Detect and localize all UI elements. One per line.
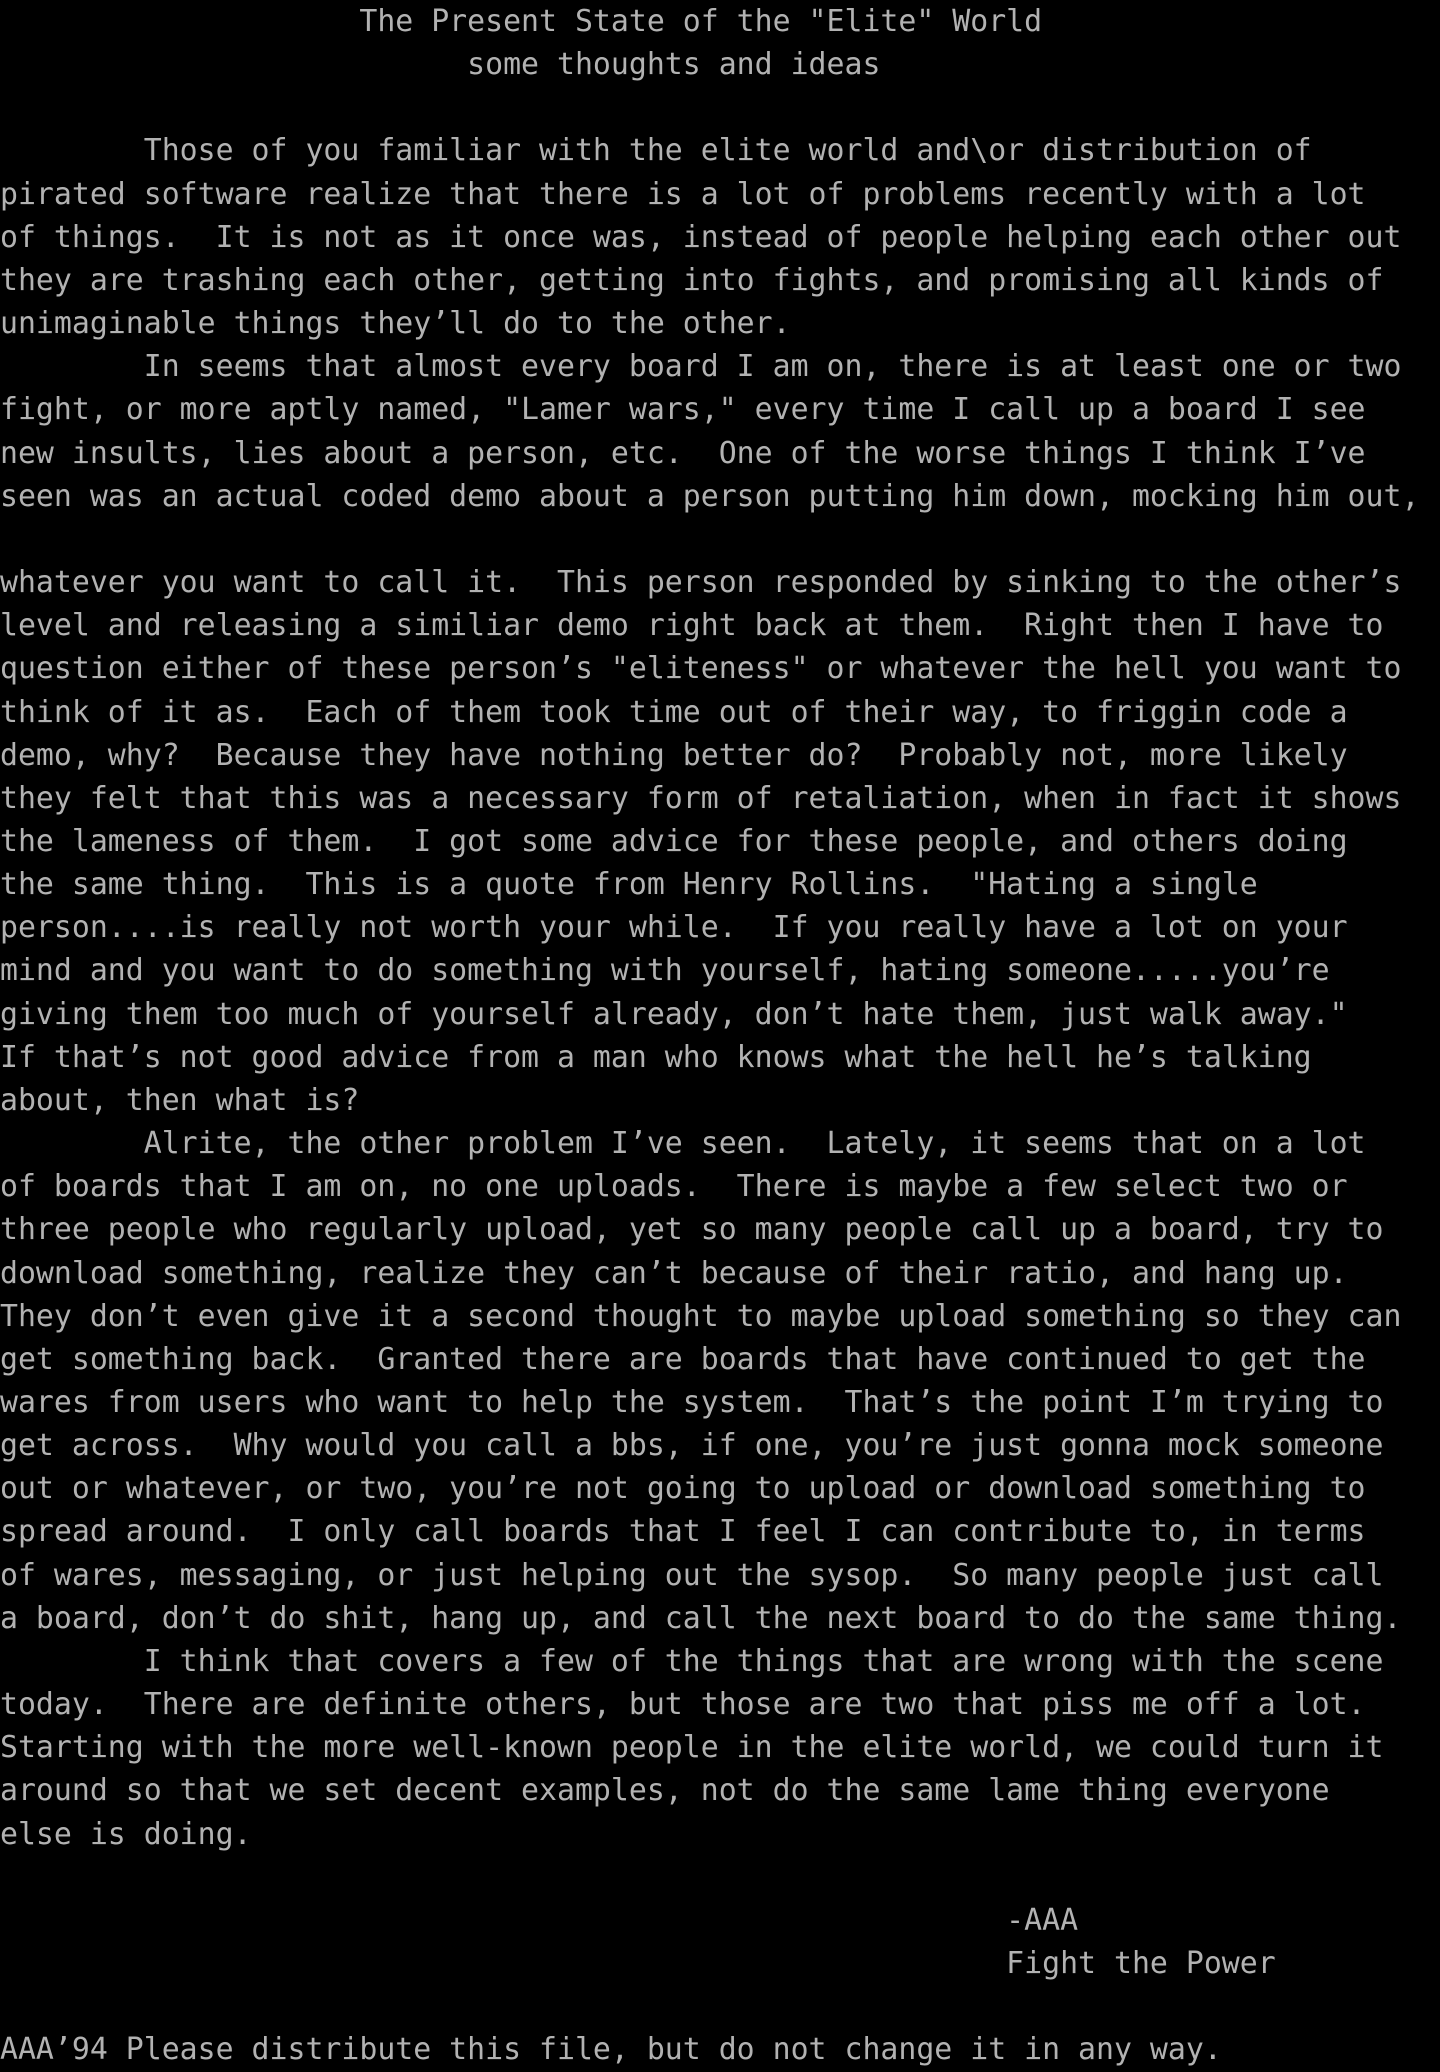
text-line: three people who regularly upload, yet so many people call up a board, try to [0,1212,1384,1248]
text-line: get across. Why would you call a bbs, if one, you’re just gonna mock someone [0,1428,1384,1464]
text-line: around so that we set decent examples, not do the same lame thing everyone [0,1773,1330,1809]
text-line: They don’t even give it a second thought to maybe upload something so they can [0,1298,1402,1334]
text-line: out or whatever, or two, you’re not going to upload or download something to [0,1471,1366,1507]
text-line [0,518,1440,561]
text-line: whatever you want to call it. This person responded by sinking to the other’s [0,565,1402,601]
text-line: fight, or more aptly named, "Lamer wars," every time I call up a board I see [0,392,1366,428]
text-line: get something back. Granted there are boards that have continued to get the [0,1341,1366,1377]
text-line: the same thing. This is a quote from Henry Rollins. "Hating a single [0,867,1258,903]
text-line: they are trashing each other, getting into fights, and promising all kinds of [0,262,1384,298]
text-line: person....is really not worth your while. If you really have a lot on your [0,910,1348,946]
text-line: new insults, lies about a person, etc. One of the worse things I think I’ve [0,435,1366,471]
text-line [0,86,1440,129]
text-line: seen was an actual coded demo about a person putting him down, mocking him out, [0,478,1420,514]
text-line: demo, why? Because they have nothing better do? Probably not, more likely [0,737,1348,773]
text-line: today. There are definite others, but those are two that piss me off a lot. [0,1687,1366,1723]
text-line: unimaginable things they’ll do to the other. [0,306,791,342]
text-line: of wares, messaging, or just helping out the sysop. So many people just call [0,1557,1384,1593]
text-line: they felt that this was a necessary form of retaliation, when in fact it shows [0,780,1402,816]
text-line: giving them too much of yourself already, don’t hate them, just walk away." [0,996,1348,1032]
text-line: If that’s not good advice from a man who knows what the hell he’s talking [0,1039,1312,1075]
text-line: download something, realize they can’t because of their ratio, and hang up. [0,1255,1348,1291]
text-line: about, then what is? [0,1082,360,1118]
text-line: pirated software realize that there is a lot of problems recently with a lot [0,176,1366,212]
text-line: of boards that I am on, no one uploads. There is maybe a few select two or [0,1169,1348,1205]
text-line: question either of these person’s "eliteness" or whatever the hell you want to [0,651,1402,687]
text-line: In seems that almost every board I am on, there is at least one or two [0,349,1402,385]
text-line: spread around. I only call boards that I feel I can contribute to, in terms [0,1514,1366,1550]
text-line: wares from users who want to help the system. That’s the point I’m trying to [0,1385,1384,1420]
text-line: Those of you familiar with the elite world and\or distribution of [0,133,1312,169]
text-line [0,1856,1440,1899]
text-line: of things. It is not as it once was, instead of people helping each other out [0,219,1402,255]
text-line: the lameness of them. I got some advice for these people, and others doing [0,823,1348,859]
signature-motto: Fight the Power [0,1946,1276,1982]
text-line: mind and you want to do something with yourself, hating someone.....you’re [0,953,1330,989]
document-title: The Present State of the "Elite" World [0,4,1043,39]
signature-alias: -AAA [0,1902,1079,1938]
text-line: a board, don’t do shit, hang up, and call the next board to do the same thing. [0,1600,1402,1636]
text-line: Alrite, the other problem I’ve seen. Lately, it seems that on a lot [0,1126,1366,1162]
text-line: think of it as. Each of them took time out of their way, to friggin code a [0,694,1348,730]
text-line: Starting with the more well-known people in the elite world, we could turn it [0,1730,1384,1766]
footer-note: AAA’94 Please distribute this file, but do not change it in any way. [0,2032,1222,2068]
text-line: level and releasing a similiar demo right back at them. Right then I have to [0,608,1384,644]
text-line: else is doing. [0,1816,252,1852]
text-line: I think that covers a few of the things that are wrong with the scene [0,1643,1384,1679]
document-subtitle: some thoughts and ideas [0,47,881,83]
text-line [0,1985,1440,2028]
